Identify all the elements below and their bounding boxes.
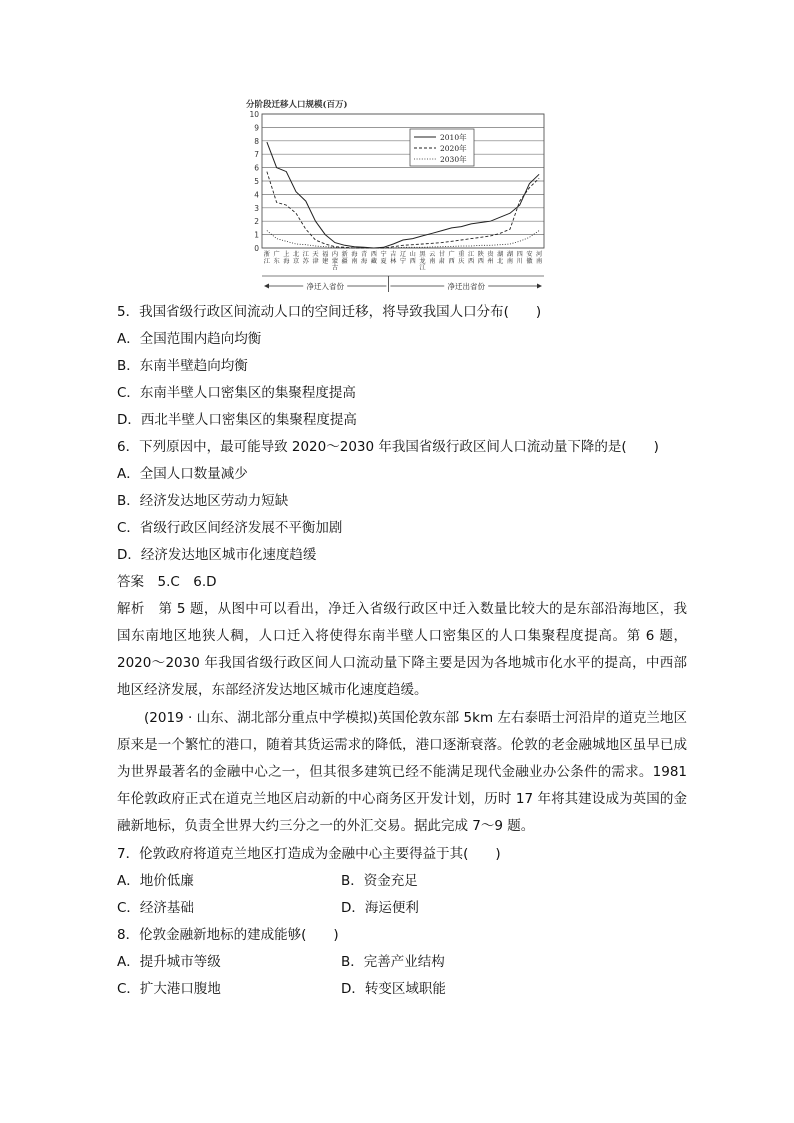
group-label-in: 净迁入省份 [306,282,344,291]
legend-label: 2030年 [440,155,467,164]
q8-option-a: A．提升城市等级 [117,954,221,970]
q8-option-d: D．转变区域职能 [341,981,446,997]
x-tick-label: 陕西 [477,251,484,265]
migration-chart-svg [244,96,549,296]
x-tick-label: 云南 [429,251,436,265]
x-tick-label: 河南 [536,251,543,265]
q5-option-c: C．东南半壁人口密集区的集聚程度提高 [117,385,356,401]
x-tick-label: 湖北 [497,251,504,265]
q6-option-b: B．经济发达地区劳动力短缺 [117,493,289,509]
y-tick-label: 2 [254,217,259,227]
answer-line: 答案 5.C 6.D [117,574,217,590]
q5-option-d: D．西北半壁人口密集区的集聚程度提高 [117,412,357,428]
migration-chart [244,96,549,296]
x-tick-label: 新疆 [341,251,348,265]
x-tick-label: 吉林 [390,251,397,265]
x-tick-label: 内蒙古 [331,251,339,272]
q7-option-b: B．资金充足 [341,873,418,889]
x-tick-label: 黑龙江 [419,251,426,272]
y-tick-label: 6 [254,163,259,173]
x-tick-label: 山西 [409,251,416,265]
y-tick-label: 1 [254,230,259,240]
x-tick-label: 天津 [312,251,319,265]
x-tick-label: 辽宁 [399,251,407,265]
q8-option-c: C．扩大港口腹地 [117,981,221,997]
x-tick-label: 广东 [273,251,280,265]
x-tick-label: 安徽 [526,251,533,265]
x-tick-label: 湖南 [506,251,514,265]
x-tick-label: 海南 [351,251,358,265]
group-arrow-head [264,284,269,289]
y-tick-label: 3 [254,203,259,213]
y-tick-label: 0 [254,244,259,253]
chart-title: 分阶段迁移人口规模(百万) [246,100,348,110]
y-tick-label: 4 [254,190,259,200]
x-tick-label: 上海 [283,251,290,265]
y-tick-label: 7 [254,150,259,160]
analysis-paragraph: 解析 第 5 题，从图中可以看出，净迁入省级行政区中迁入数量比较大的是东部沿海地区，我国东南地区地狭人稠，人口迁入将使得东南半壁人口密集区的人口集聚程度提高。第 6 题，2020～2030 年我国省级行政区间人口流动量下降主要是因为各地城市化水平的提高，中西部地区经济发展，东部经济发达地区城市化速度趋缓。 [117,601,687,698]
group-label-out: 净迁出省份 [447,282,485,291]
q6-stem: 6．下列原因中，最可能导致 2020～2030 年我国省级行政区间人口流动量下降的是( ) [117,439,659,455]
q5-option-b: B．东南半壁趋向均衡 [117,358,248,374]
q7-option-d: D．海运便利 [341,900,419,916]
x-tick-label: 贵州 [487,251,494,265]
q5-option-a: A．全国范围内趋向均衡 [117,331,262,347]
x-tick-label: 福建 [322,251,329,265]
q6-option-d: D．经济发达地区城市化速度趋缓 [117,547,317,563]
q6-option-c: C．省级行政区间经济发展不平衡加剧 [117,520,343,536]
x-tick-label: 宁夏 [380,251,387,265]
q8-option-b: B．完善产业结构 [341,954,445,970]
x-tick-label: 广西 [448,251,455,265]
y-tick-label: 10 [249,110,259,119]
group-arrow-head [537,284,542,289]
y-tick-label: 8 [254,136,259,146]
x-tick-label: 甘肃 [438,251,445,265]
series-line-1 [267,172,539,248]
y-tick-label: 9 [254,123,259,133]
x-tick-label: 青海 [361,251,368,265]
q7-stem: 7．伦敦政府将道克兰地区打造成为金融中心主要得益于其( ) [117,846,501,862]
q7-option-c: C．经济基础 [117,900,194,916]
series-line-0 [267,142,539,248]
q8-stem: 8．伦敦金融新地标的建成能够( ) [117,927,339,943]
q6-option-a: A．全国人口数量减少 [117,466,248,482]
x-tick-label: 北京 [292,251,300,265]
y-tick-label: 5 [254,177,259,186]
passage-paragraph: (2019 · 山东、湖北部分重点中学模拟)英国伦敦东部 5km 左右泰晤士河沿岸的道克兰地区原来是一个繁忙的港口，随着其货运需求的降低，港口逐渐衰落。伦敦的老金融城地区虽早已成为世界最著名的金融中心之一，但其很多建筑已经不能满足现代金融业办公条件的需求。1981 年伦敦政府正式在道克兰地区启动新的中心商务区开发计划，历时 17 年将其建设成为英国的金融新地标，负责全世界大约三分之一的外汇交易。据此完成 7～9 题。 [117,710,687,834]
q7-option-a: A．地价低廉 [117,873,194,889]
legend-label: 2020年 [440,144,467,153]
x-tick-label: 重庆 [458,251,465,265]
x-tick-label: 西藏 [370,251,377,265]
q5-stem: 5．我国省级行政区间流动人口的空间迁移，将导致我国人口分布( ) [117,304,542,320]
x-tick-label: 江苏 [302,251,309,265]
x-tick-label: 四川 [516,251,523,265]
x-tick-label: 浙江 [263,251,270,265]
legend-label: 2010年 [440,133,467,142]
x-tick-label: 江西 [467,251,475,265]
